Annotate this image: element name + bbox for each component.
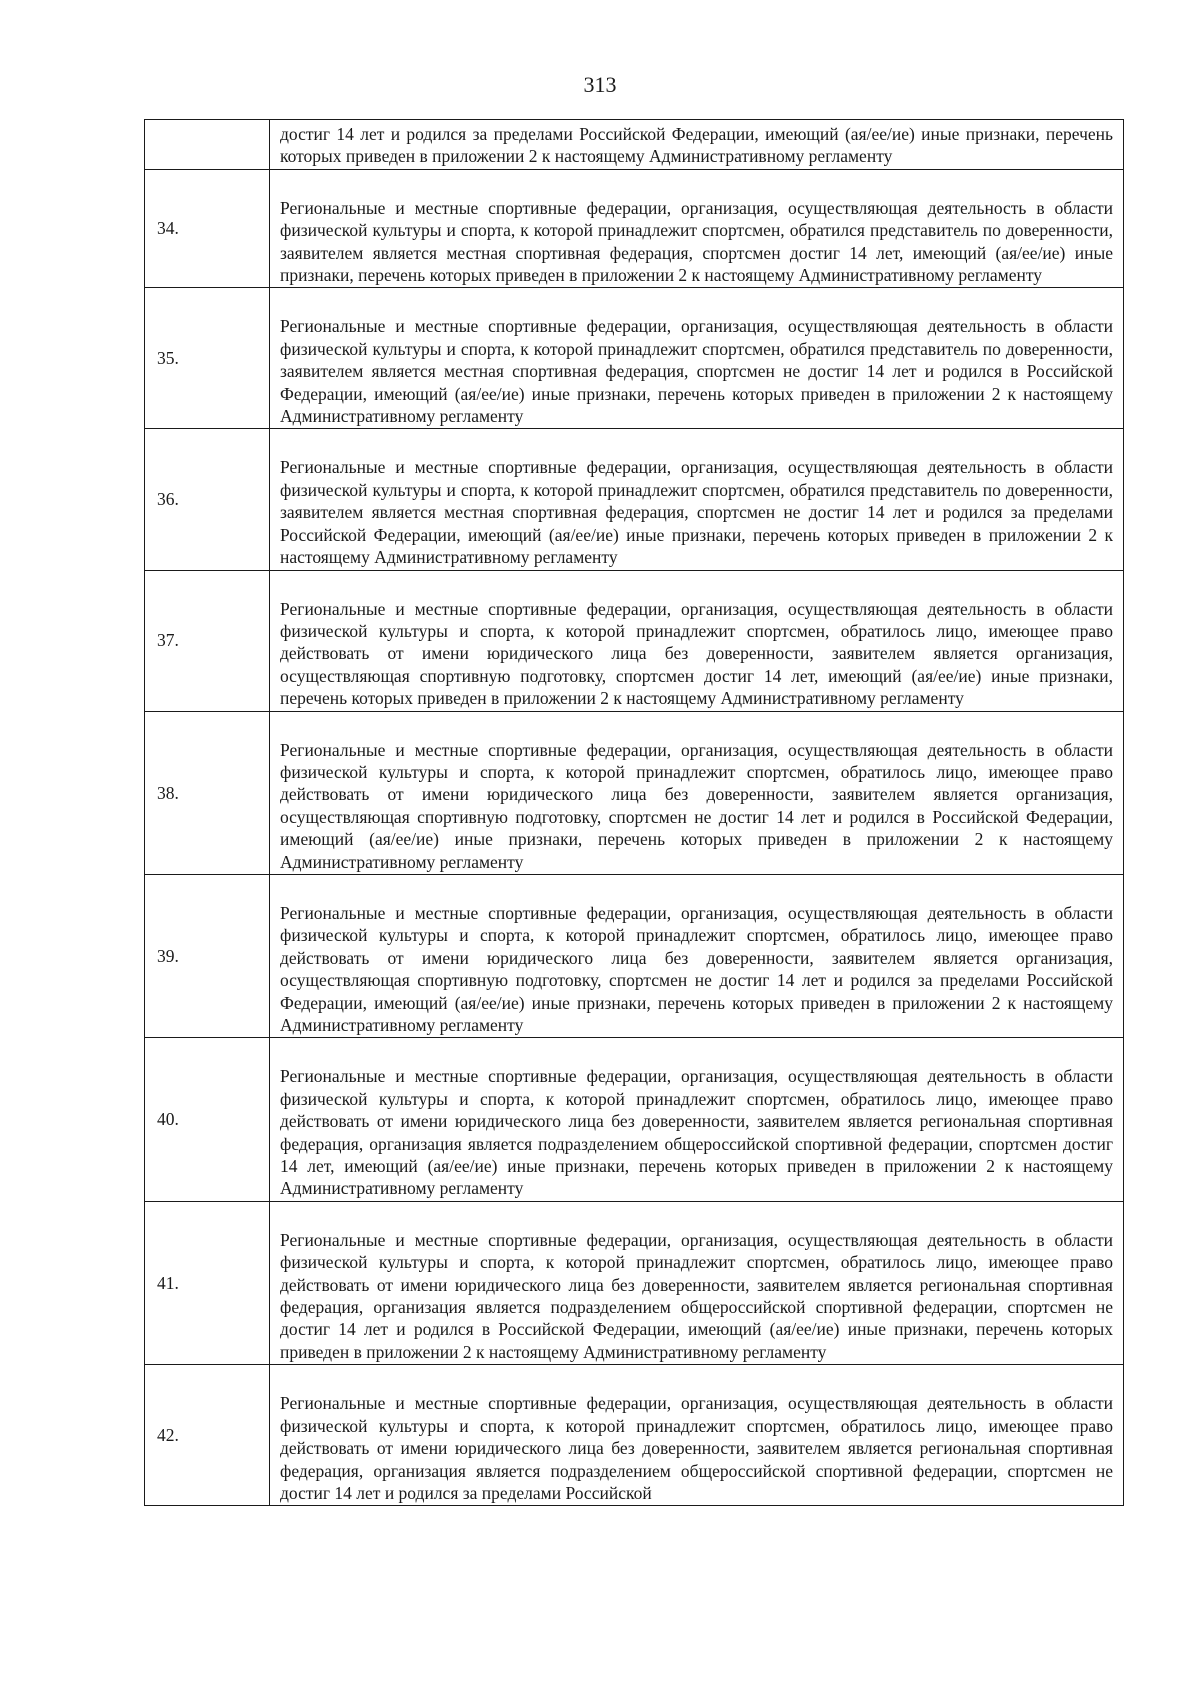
row-description: Региональные и местные спортивные федерации, организация, осуществляющая деятельность в области физической культуры и спорта, к которой принадлежит спортсмен, обратилось лицо, имеющее право действовать от имени юридического лица без доверенности, заявителем является региональная спортивная федерация, организация является подразделением общероссийской спортивной федерации, спортсмен не достиг 14 лет и родился за пределами Российской bbox=[270, 1365, 1124, 1506]
table-row bbox=[145, 429, 1124, 570]
row-description: Региональные и местные спортивные федерации, организация, осуществляющая деятельность в области физической культуры и спорта, к которой принадлежит спортсмен, обратилось лицо, имеющее право действовать от имени юридического лица без доверенности, заявителем является организация, осуществляющая спортивную подготовку, спортсмен достиг 14 лет, имеющий (ая/ее/ие) иные признаки, перечень которых приведен в приложении 2 к настоящему Административному регламенту bbox=[270, 570, 1124, 711]
row-description: Региональные и местные спортивные федерации, организация, осуществляющая деятельность в области физической культуры и спорта, к которой принадлежит спортсмен, обратилось лицо, имеющее право действовать от имени юридического лица без доверенности, заявителем является региональная спортивная федерация, организация является подразделением общероссийской спортивной федерации, спортсмен не достиг 14 лет и родился в Российской Федерации, имеющий (ая/ее/ие) иные признаки, перечень которых приведен в приложении 2 к настоящему Административному регламенту bbox=[270, 1201, 1124, 1364]
table-row bbox=[145, 1365, 1124, 1506]
row-description: Региональные и местные спортивные федерации, организация, осуществляющая деятельность в области физической культуры и спорта, к которой принадлежит спортсмен, обратилось лицо, имеющее право действовать от имени юридического лица без доверенности, заявителем является организация, осуществляющая спортивную подготовку, спортсмен не достиг 14 лет и родился за пределами Российской Федерации, имеющий (ая/ее/ие) иные признаки, перечень которых приведен в приложении 2 к настоящему Административному регламенту bbox=[270, 874, 1124, 1037]
table-row bbox=[145, 1038, 1124, 1201]
row-description: Региональные и местные спортивные федерации, организация, осуществляющая деятельность в области физической культуры и спорта, к которой принадлежит спортсмен, обратилось лицо, имеющее право действовать от имени юридического лица без доверенности, заявителем является региональная спортивная федерация, организация является подразделением общероссийской спортивной федерации, спортсмен достиг 14 лет, имеющий (ая/ее/ие) иные признаки, перечень которых приведен в приложении 2 к настоящему Административному регламенту bbox=[270, 1038, 1124, 1201]
table-row bbox=[145, 288, 1124, 429]
row-description: Региональные и местные спортивные федерации, организация, осуществляющая деятельность в области физической культуры и спорта, к которой принадлежит спортсмен, обратился представитель по доверенности, заявителем является местная спортивная федерация, спортсмен не достиг 14 лет и родился за пределами Российской Федерации, имеющий (ая/ее/ие) иные признаки, перечень которых приведен в приложении 2 к настоящему Административному регламенту bbox=[270, 429, 1124, 570]
row-number: 38. bbox=[145, 711, 270, 874]
table-body bbox=[145, 120, 1124, 1506]
row-number: 40. bbox=[145, 1038, 270, 1201]
table-row bbox=[145, 570, 1124, 711]
regulation-table bbox=[144, 119, 1124, 1506]
row-number: 36. bbox=[145, 429, 270, 570]
table-row bbox=[145, 874, 1124, 1037]
row-number: 42. bbox=[145, 1365, 270, 1506]
row-description: Региональные и местные спортивные федерации, организация, осуществляющая деятельность в области физической культуры и спорта, к которой принадлежит спортсмен, обратился представитель по доверенности, заявителем является местная спортивная федерация, спортсмен не достиг 14 лет и родился в Российской Федерации, имеющий (ая/ее/ие) иные признаки, перечень которых приведен в приложении 2 к настоящему Административному регламенту bbox=[270, 288, 1124, 429]
row-description: Региональные и местные спортивные федерации, организация, осуществляющая деятельность в области физической культуры и спорта, к которой принадлежит спортсмен, обратился представитель по доверенности, заявителем является местная спортивная федерация, спортсмен достиг 14 лет, имеющий (ая/ее/ие) иные признаки, перечень которых приведен в приложении 2 к настоящему Административному регламенту bbox=[270, 169, 1124, 288]
table-row bbox=[145, 169, 1124, 288]
row-number: 41. bbox=[145, 1201, 270, 1364]
row-number: 34. bbox=[145, 169, 270, 288]
row-number: 35. bbox=[145, 288, 270, 429]
row-number bbox=[145, 120, 270, 170]
table-row bbox=[145, 1201, 1124, 1364]
row-number: 37. bbox=[145, 570, 270, 711]
row-description: достиг 14 лет и родился за пределами Российской Федерации, имеющий (ая/ее/ие) иные признаки, перечень которых приведен в приложении 2 к настоящему Административному регламенту bbox=[270, 120, 1124, 170]
row-number: 39. bbox=[145, 874, 270, 1037]
row-description: Региональные и местные спортивные федерации, организация, осуществляющая деятельность в области физической культуры и спорта, к которой принадлежит спортсмен, обратилось лицо, имеющее право действовать от имени юридического лица без доверенности, заявителем является организация, осуществляющая спортивную подготовку, спортсмен не достиг 14 лет и родился в Российской Федерации, имеющий (ая/ее/ие) иные признаки, перечень которых приведен в приложении 2 к настоящему Административному регламенту bbox=[270, 711, 1124, 874]
table-row bbox=[145, 120, 1124, 170]
page-number: 313 bbox=[583, 72, 617, 97]
table-row bbox=[145, 711, 1124, 874]
